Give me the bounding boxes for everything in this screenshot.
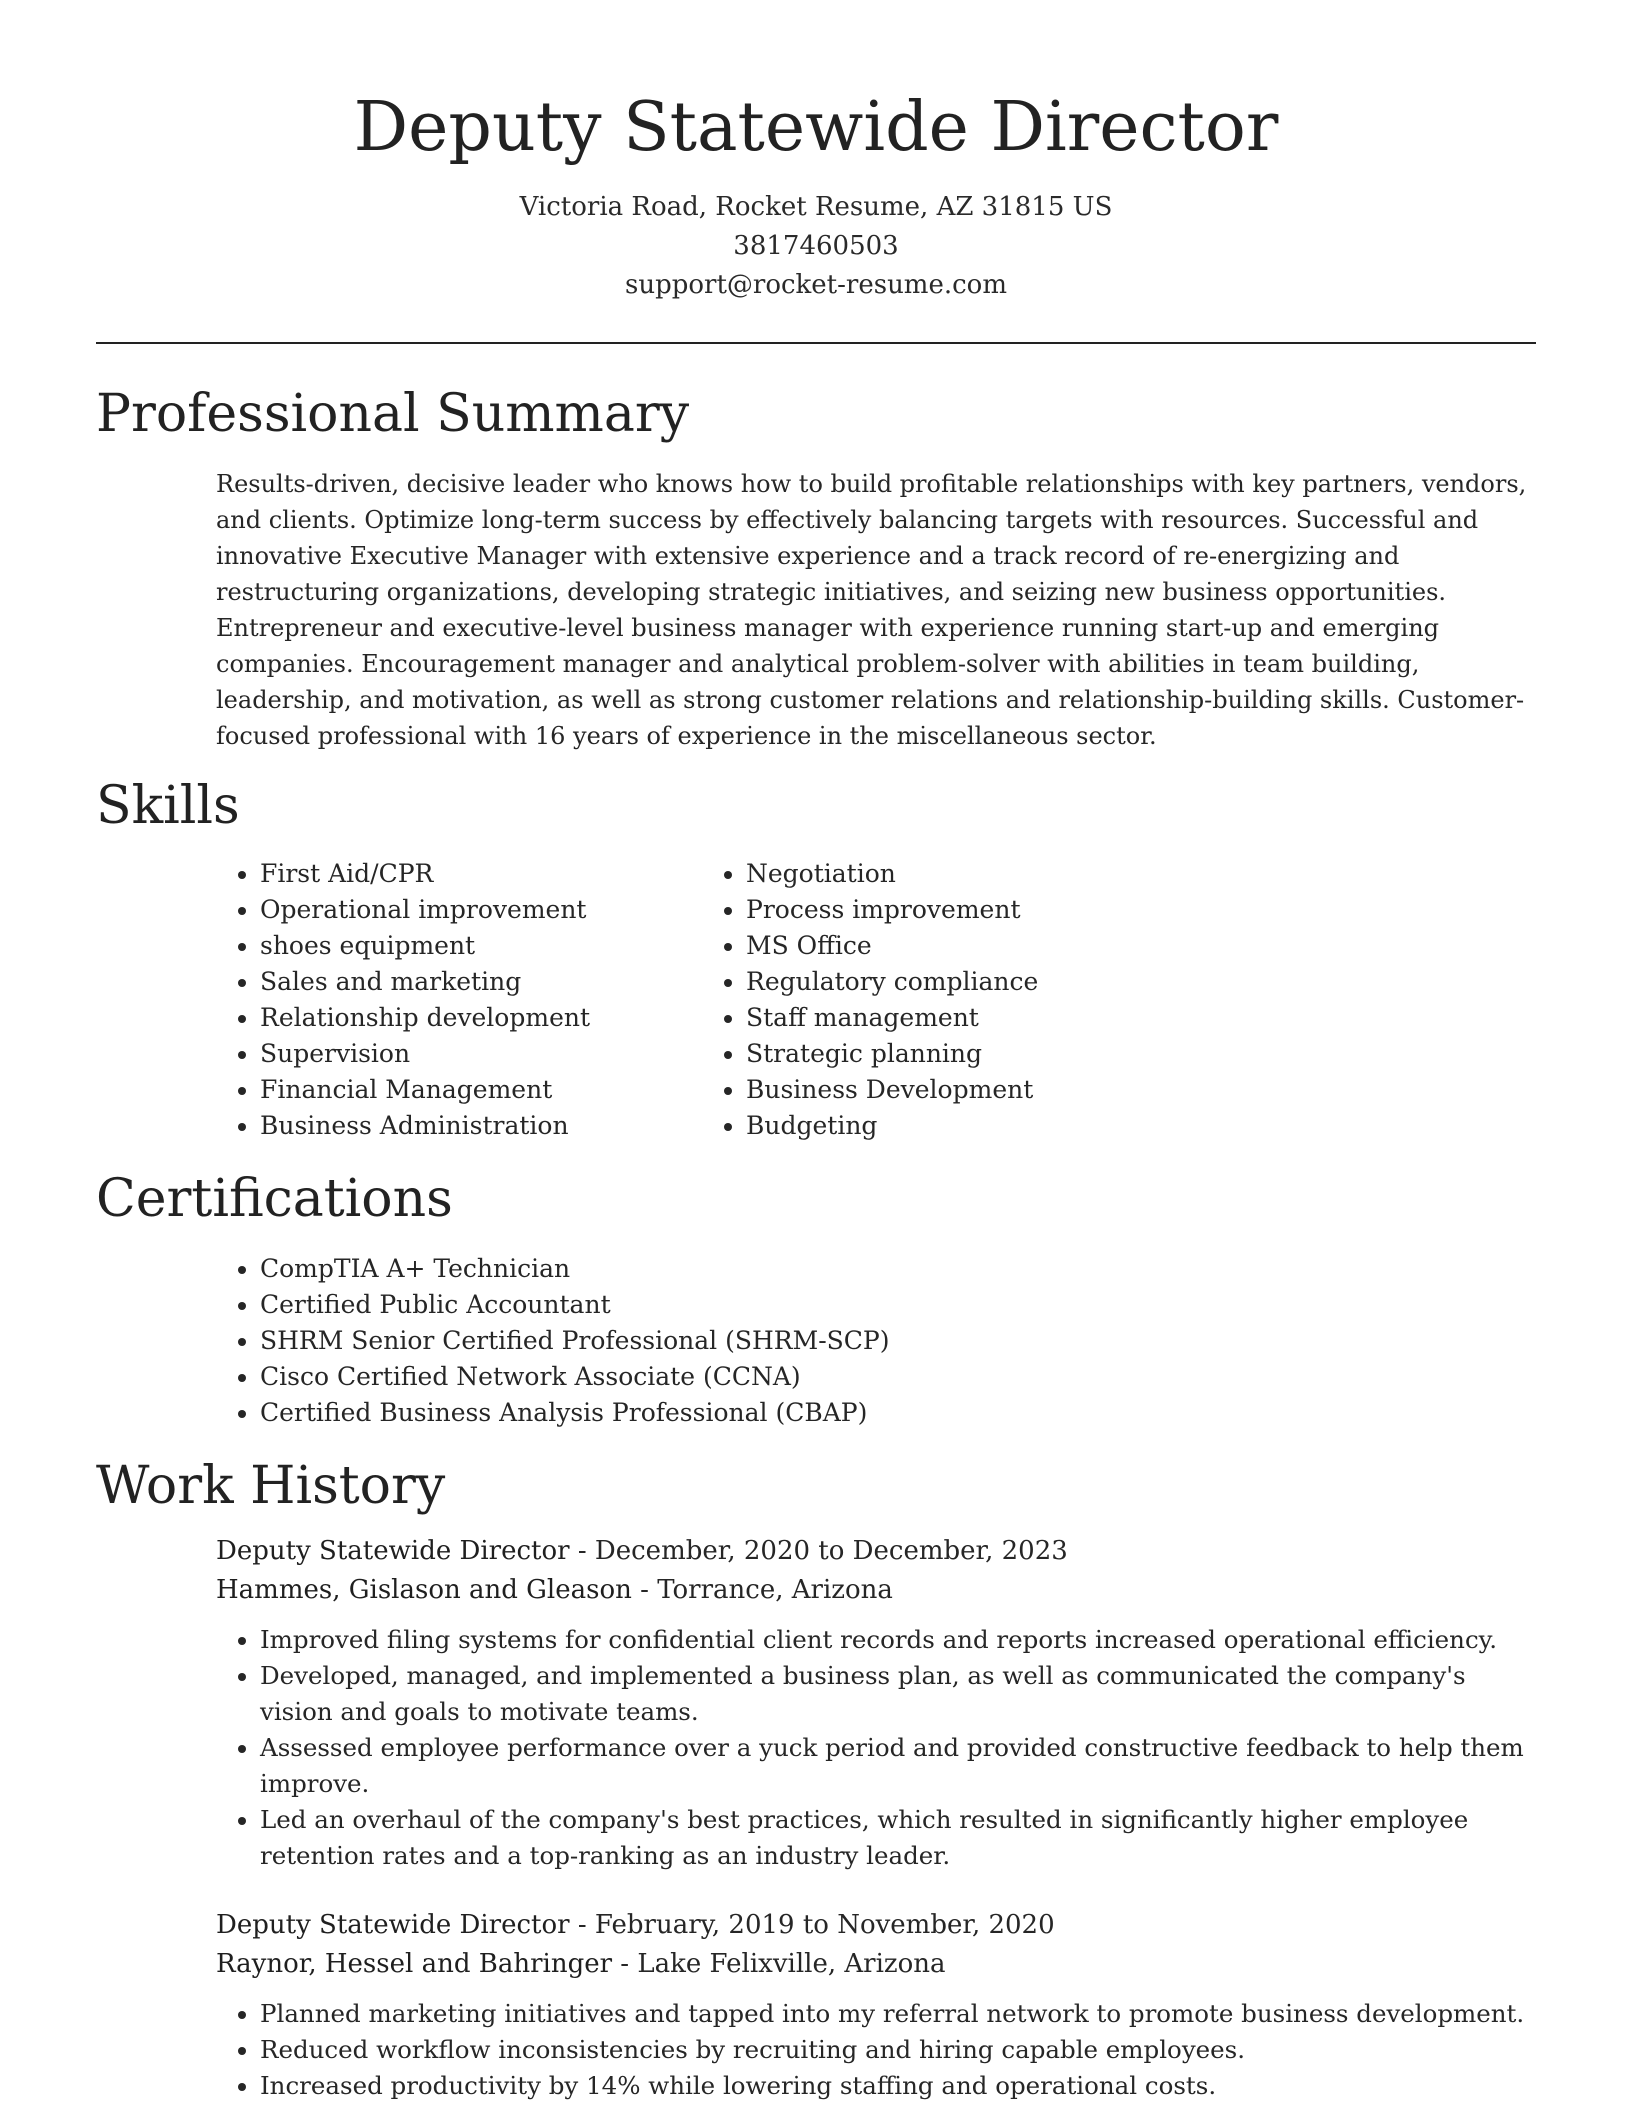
- list-item: • Process improvement: [746, 892, 1396, 928]
- job-bullets: [216, 1996, 1536, 2104]
- separator: -: [569, 1910, 595, 1940]
- job-entry: [216, 1532, 1536, 1874]
- separator: -: [631, 1575, 658, 1605]
- jobs-container: [96, 1532, 1536, 2104]
- skills-heading: Skills: [96, 776, 240, 836]
- job-bullets: [216, 1622, 1536, 1874]
- summary-section: [96, 382, 1536, 754]
- list-item: • Increased productivity by 14% while lowering staffing and operational costs.: [260, 2068, 1536, 2104]
- resume-header: [0, 0, 1632, 305]
- list-item: • Improved filing systems for confidential client records and reports increased operational efficiency.: [260, 1622, 1536, 1658]
- job-company: Raynor, Hessel and Bahringer: [216, 1949, 613, 1979]
- list-item: • Budgeting: [746, 1108, 1396, 1144]
- address-text: Victoria Road, Rocket Resume, AZ 31815 US: [519, 192, 1113, 222]
- job-company: Hammes, Gislason and Gleason: [216, 1575, 632, 1605]
- list-item: • First Aid/CPR: [260, 856, 746, 892]
- job-location: Torrance, Arizona: [657, 1575, 893, 1605]
- job-title: Deputy Statewide Director: [216, 1536, 570, 1566]
- job-company-line: [216, 1945, 1536, 1984]
- phone-text: 3817460503: [733, 231, 899, 261]
- summary-heading: Professional Summary: [96, 384, 690, 444]
- list-item: • Assessed employee performance over a yuck period and provided constructive feedback to help them improve.: [260, 1730, 1536, 1802]
- list-item: • Strategic planning: [746, 1036, 1396, 1072]
- list-item: • Financial Management: [260, 1072, 746, 1108]
- list-item: • Relationship development: [260, 1000, 746, 1036]
- list-item: • Developed, managed, and implemented a business plan, as well as communicated the company's vision and goals to motivate teams.: [260, 1658, 1536, 1730]
- job-title-line: [216, 1906, 1536, 1945]
- work-history-heading: Work History: [96, 1456, 446, 1516]
- certifications-heading: Certifications: [96, 1169, 453, 1229]
- list-item: • Certified Business Analysis Professional (CBAP): [260, 1395, 1536, 1431]
- list-item: • Operational improvement: [260, 892, 746, 928]
- job-dates: February, 2019 to November, 2020: [594, 1910, 1055, 1940]
- job-title: Deputy Statewide Director: [216, 1910, 570, 1940]
- contact-block: [0, 188, 1632, 305]
- list-item: • Negotiation: [746, 856, 1396, 892]
- list-item: • Cisco Certified Network Associate (CCNA): [260, 1359, 1536, 1395]
- summary-text: Results-driven, decisive leader who knows how to build profitable relationships with key partners, vendors, and clients. Optimize long-term success by effectively balancing targets with resources. Successful and innovative Executive Manager with extensive experience and a track record of re-energizing and restructuring organizations, developing strategic initiatives, and seizing new business opportunities. Entrepreneur and executive-level business manager with experience running start-up and emerging companies. Encouragement manager and analytical problem-solver with abilities in team building, leadership, and motivation, as well as strong customer relations and relationship-building skills. Customer-focused professional with 16 years of experience in the miscellaneous sector.: [216, 470, 1527, 750]
- list-item: • Supervision: [260, 1036, 746, 1072]
- email-text: support@rocket-resume.com: [624, 270, 1007, 300]
- skills-columns: [96, 856, 1536, 1144]
- list-item: • Reduced workflow inconsistencies by recruiting and hiring capable employees.: [260, 2032, 1536, 2068]
- list-item: • Sales and marketing: [260, 964, 746, 1000]
- list-item: • Led an overhaul of the company's best practices, which resulted in significantly higher employee retention rates and a top-ranking as an industry leader.: [260, 1802, 1536, 1874]
- skills-list-left: [96, 856, 746, 1144]
- separator: -: [569, 1536, 595, 1566]
- job-location: Lake Felixville, Arizona: [637, 1949, 946, 1979]
- job-title-line: [216, 1532, 1536, 1571]
- certifications-section: [96, 1167, 1536, 1431]
- job-company-line: [216, 1571, 1536, 1610]
- list-item: • MS Office: [746, 928, 1396, 964]
- job-entry: [216, 1906, 1536, 2104]
- page-title: Deputy Statewide Director: [353, 88, 1279, 167]
- list-item: • Business Administration: [260, 1108, 746, 1144]
- list-item: • CompTIA A+ Technician: [260, 1251, 1536, 1287]
- header-divider: [96, 342, 1536, 344]
- list-item: • Business Development: [746, 1072, 1396, 1108]
- list-item: • Regulatory compliance: [746, 964, 1396, 1000]
- list-item: • Planned marketing initiatives and tapped into my referral network to promote business development.: [260, 1996, 1536, 2032]
- work-history-section: [96, 1454, 1536, 2104]
- list-item: • SHRM Senior Certified Professional (SHRM-SCP): [260, 1323, 1536, 1359]
- job-dates: December, 2020 to December, 2023: [594, 1536, 1068, 1566]
- list-item: • Certified Public Accountant: [260, 1287, 1536, 1323]
- list-item: • shoes equipment: [260, 928, 746, 964]
- certifications-list: [96, 1251, 1536, 1431]
- skills-list-right: [746, 856, 1396, 1144]
- list-item: • Staff management: [746, 1000, 1396, 1036]
- skills-section: [96, 774, 1536, 1144]
- separator: -: [612, 1949, 638, 1979]
